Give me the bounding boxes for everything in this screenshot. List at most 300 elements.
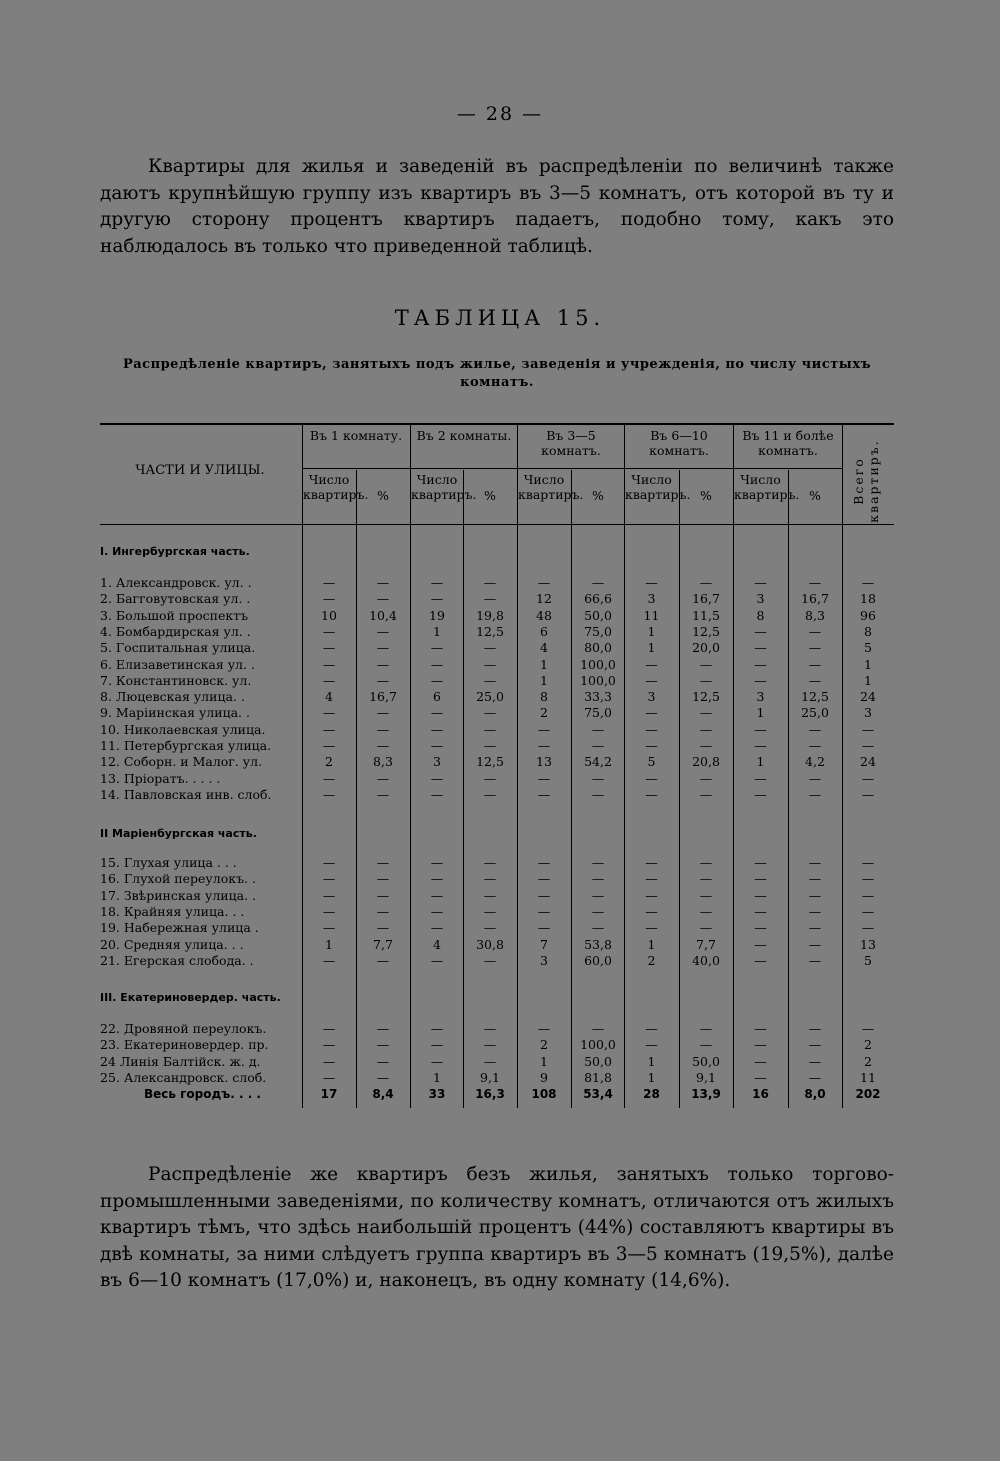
table-cell: — bbox=[322, 903, 336, 919]
header-group-2: Въ 2 комнаты. bbox=[416, 428, 512, 443]
table-cell: — bbox=[808, 920, 822, 936]
table-cell: — bbox=[699, 920, 713, 936]
table-cell: — bbox=[430, 1021, 444, 1036]
table-cell: 1 bbox=[540, 672, 548, 688]
table-cell: 19,8 bbox=[476, 607, 504, 623]
table-cell: — bbox=[645, 721, 658, 737]
table-cell: 2 bbox=[540, 1037, 548, 1053]
table-cell: 10,4 bbox=[369, 607, 397, 623]
table-cell: — bbox=[754, 855, 767, 870]
table-cell: — bbox=[537, 738, 551, 753]
table-cell: 16,7 bbox=[369, 689, 397, 705]
table-cell: — bbox=[699, 705, 713, 721]
table-cell: — bbox=[754, 920, 767, 936]
street-name: 5. Госпитальная улица. bbox=[100, 640, 256, 656]
table-cell: 1 bbox=[433, 623, 441, 639]
table-cell: 75,0 bbox=[584, 705, 612, 721]
street-name: 21. Егерская слобода. . bbox=[100, 952, 254, 968]
table-cell: — bbox=[699, 1037, 713, 1053]
total-row bbox=[100, 1086, 894, 1102]
table-cell: — bbox=[322, 656, 336, 672]
table-cell: — bbox=[376, 786, 390, 802]
header-pct: % bbox=[592, 488, 604, 503]
header-pct: % bbox=[484, 488, 496, 503]
table-cell: 7,7 bbox=[696, 936, 716, 952]
table-cell: — bbox=[537, 1021, 551, 1036]
table-cell: 3 bbox=[540, 952, 548, 968]
table-cell: — bbox=[699, 855, 713, 870]
table-cell: — bbox=[808, 952, 822, 968]
table-cell: — bbox=[322, 640, 336, 656]
table-cell: 3 bbox=[756, 591, 765, 607]
table-row bbox=[100, 608, 894, 624]
group-rule bbox=[302, 468, 842, 469]
header-count: Число квартиръ. bbox=[303, 472, 369, 502]
table-cell: — bbox=[430, 770, 444, 786]
table-cell: — bbox=[808, 575, 822, 590]
table-cell: 54,2 bbox=[584, 754, 612, 770]
table-cell: 16,7 bbox=[801, 591, 829, 607]
table-cell: — bbox=[322, 855, 336, 870]
table-cell: — bbox=[591, 887, 605, 903]
header-pct: % bbox=[809, 488, 821, 503]
table-cell: — bbox=[591, 786, 605, 802]
table-cell: — bbox=[537, 855, 551, 870]
table-cell: — bbox=[808, 640, 822, 656]
table-cell: — bbox=[645, 656, 658, 672]
table-row bbox=[100, 771, 894, 787]
table-cell: — bbox=[808, 855, 822, 870]
table-row bbox=[100, 787, 894, 803]
table-cell: 16 bbox=[752, 1087, 769, 1101]
table-cell: — bbox=[537, 871, 551, 887]
table-cell: — bbox=[376, 705, 390, 721]
table-cell: — bbox=[483, 1037, 497, 1053]
table-cell: — bbox=[699, 903, 713, 919]
table-cell: — bbox=[322, 871, 336, 887]
table-cell: — bbox=[322, 1021, 336, 1036]
table-cell: 1 bbox=[540, 656, 548, 672]
table-cell: 11 bbox=[860, 1069, 876, 1085]
table-cell: 10 bbox=[321, 607, 337, 623]
table-cell: 9,1 bbox=[480, 1069, 500, 1085]
table-cell: — bbox=[322, 920, 336, 936]
table-cell: — bbox=[322, 623, 336, 639]
table-cell: 1 bbox=[647, 936, 656, 952]
table-cell: — bbox=[861, 575, 875, 590]
table-cell: — bbox=[645, 855, 658, 870]
table-cell: 12,5 bbox=[692, 623, 720, 639]
street-name: Весь городъ. . . . bbox=[144, 1087, 261, 1101]
table-cell: — bbox=[376, 656, 390, 672]
table-cell: — bbox=[645, 770, 658, 786]
table-cell: — bbox=[483, 721, 497, 737]
table-cell: — bbox=[754, 952, 767, 968]
closing-paragraph: Распредѣленіе же квартиръ безъ жилья, занятыхъ только торгово-промышленными заведеніями, по количеству комнатъ, отличаются отъ жилыхъ квартиръ тѣмъ, что здѣсь наибольшій процентъ (44%) составляютъ квартиры въ двѣ комнаты, за ними слѣдуетъ группа квартиръ въ 3—5 комнатъ (19,5%), далѣе въ 6—10 комнатъ (17,0%) и, наконецъ, въ одну комнату (14,6%). bbox=[100, 1164, 894, 1291]
table-cell: — bbox=[754, 672, 767, 688]
table-cell: 16,7 bbox=[692, 591, 720, 607]
street-name: 16. Глухой переулокъ. . bbox=[100, 871, 256, 887]
table-cell: — bbox=[483, 786, 497, 802]
table-cell: — bbox=[699, 887, 713, 903]
table-cell: — bbox=[430, 1053, 444, 1069]
table-cell: 53,8 bbox=[584, 936, 612, 952]
table-cell: — bbox=[645, 903, 658, 919]
table-cell: 2 bbox=[864, 1037, 872, 1053]
table-cell: — bbox=[376, 738, 390, 753]
table-cell: — bbox=[591, 871, 605, 887]
table-cell: — bbox=[699, 871, 713, 887]
table-cell: — bbox=[376, 887, 390, 903]
table-cell: — bbox=[430, 903, 444, 919]
table-cell: 20,0 bbox=[692, 640, 720, 656]
table-row bbox=[100, 754, 894, 770]
table-row bbox=[100, 937, 894, 953]
table-cell: — bbox=[322, 887, 336, 903]
table-cell: — bbox=[808, 1021, 822, 1036]
table-cell: — bbox=[645, 887, 658, 903]
table-cell: — bbox=[483, 640, 497, 656]
table-row bbox=[100, 640, 894, 656]
table-cell: — bbox=[754, 1037, 767, 1053]
table-cell: — bbox=[430, 738, 444, 753]
table-row bbox=[100, 871, 894, 887]
street-name: 17. Звѣринская улица. . bbox=[100, 887, 257, 903]
table-cell: 1 bbox=[864, 656, 872, 672]
table-cell: — bbox=[699, 770, 713, 786]
table-cell: 1 bbox=[756, 754, 765, 770]
table-cell: 75,0 bbox=[584, 623, 612, 639]
table-cell: — bbox=[537, 786, 551, 802]
table-cell: — bbox=[376, 952, 390, 968]
table-cell: — bbox=[430, 672, 444, 688]
table-row bbox=[100, 705, 894, 721]
table-row bbox=[100, 722, 894, 738]
table-cell: — bbox=[699, 738, 713, 753]
table-cell: 33,3 bbox=[584, 689, 612, 705]
table-cell: — bbox=[483, 871, 497, 887]
header-total: Всего квартиръ. bbox=[851, 439, 881, 523]
table-cell: — bbox=[861, 770, 875, 786]
table-cell: 25,0 bbox=[801, 705, 829, 721]
header-count: Число квартиръ. bbox=[625, 472, 691, 502]
section-heading: II Маріенбургская часть. bbox=[100, 827, 257, 840]
table-cell: — bbox=[808, 1037, 822, 1053]
table-cell: — bbox=[754, 903, 767, 919]
street-name: 1. Александровск. ул. . bbox=[100, 575, 252, 590]
table-cell: — bbox=[591, 920, 605, 936]
table-row bbox=[100, 1037, 894, 1053]
table-cell: — bbox=[376, 770, 390, 786]
table-row bbox=[100, 1070, 894, 1086]
table-cell: — bbox=[645, 786, 658, 802]
street-name: 7. Константиновск. ул. bbox=[100, 672, 252, 688]
table-cell: — bbox=[483, 920, 497, 936]
table-cell: 3 bbox=[647, 689, 656, 705]
table-cell: 24 bbox=[860, 689, 876, 705]
table-cell: — bbox=[430, 855, 444, 870]
header-pct: % bbox=[700, 488, 712, 503]
table-cell: — bbox=[754, 623, 767, 639]
table-cell: — bbox=[483, 1053, 497, 1069]
street-name: 8. Люцевская улица. . bbox=[100, 689, 245, 705]
table-cell: 4 bbox=[325, 689, 333, 705]
table-cell: — bbox=[322, 705, 336, 721]
table-row bbox=[100, 1021, 894, 1037]
street-name: 25. Александровск. слоб. bbox=[100, 1069, 267, 1085]
table-cell: — bbox=[376, 1069, 390, 1085]
table-cell: — bbox=[861, 887, 875, 903]
table-cell: — bbox=[483, 770, 497, 786]
street-name: 19. Набережная улица . bbox=[100, 920, 259, 936]
table-cell: — bbox=[376, 1037, 390, 1053]
table-cell: — bbox=[376, 903, 390, 919]
table-cell: — bbox=[483, 575, 497, 590]
table-cell: — bbox=[376, 640, 390, 656]
table-cell: — bbox=[376, 871, 390, 887]
table-cell: 13,9 bbox=[691, 1087, 721, 1101]
table-cell: 13 bbox=[860, 936, 876, 952]
table-cell: 108 bbox=[531, 1087, 557, 1101]
table-cell: — bbox=[483, 705, 497, 721]
table-cell: — bbox=[483, 952, 497, 968]
table-cell: 2 bbox=[540, 705, 548, 721]
table-cell: — bbox=[861, 1021, 875, 1036]
table-cell: 25,0 bbox=[476, 689, 504, 705]
table-cell: — bbox=[483, 591, 497, 607]
table-cell: — bbox=[754, 770, 767, 786]
table-cell: 50,0 bbox=[692, 1053, 720, 1069]
table-cell: 8,4 bbox=[372, 1087, 394, 1101]
table-cell: — bbox=[591, 855, 605, 870]
table-cell: 8,3 bbox=[805, 607, 825, 623]
table-cell: 1 bbox=[647, 1069, 656, 1085]
table-cell: — bbox=[861, 920, 875, 936]
table-cell: 53,4 bbox=[583, 1087, 613, 1101]
table-cell: — bbox=[808, 871, 822, 887]
table-cell: 5 bbox=[647, 754, 656, 770]
table-cell: 8 bbox=[864, 623, 872, 639]
table-cell: 8,3 bbox=[373, 754, 393, 770]
table-cell: — bbox=[861, 903, 875, 919]
table-cell: 28 bbox=[643, 1087, 660, 1101]
table-cell: — bbox=[376, 721, 390, 737]
table-cell: — bbox=[591, 1021, 605, 1036]
table-cell: — bbox=[699, 1021, 713, 1036]
table-row bbox=[100, 673, 894, 689]
table-cell: 8 bbox=[756, 607, 765, 623]
table-cell: 16,3 bbox=[475, 1087, 505, 1101]
table-cell: — bbox=[537, 721, 551, 737]
table-cell: — bbox=[430, 1037, 444, 1053]
table-cell: — bbox=[808, 721, 822, 737]
table-cell: 6 bbox=[540, 623, 548, 639]
header-parts: ЧАСТИ И УЛИЦЫ. bbox=[135, 463, 265, 478]
table-cell: — bbox=[376, 623, 390, 639]
table-cell: — bbox=[322, 575, 336, 590]
table-cell: 12,5 bbox=[801, 689, 829, 705]
table-cell: 9 bbox=[540, 1069, 548, 1085]
table-cell: 202 bbox=[855, 1087, 881, 1101]
table-cell: 1 bbox=[756, 705, 765, 721]
table-cell: 50,0 bbox=[584, 607, 612, 623]
table-row bbox=[100, 888, 894, 904]
table-cell: — bbox=[483, 1021, 497, 1036]
table-cell: 24 bbox=[860, 754, 876, 770]
table-cell: 19 bbox=[429, 607, 445, 623]
table-cell: — bbox=[537, 575, 551, 590]
table-cell: — bbox=[430, 721, 444, 737]
street-name: 3. Большой проспектъ bbox=[100, 607, 249, 623]
table-cell: — bbox=[322, 1069, 336, 1085]
table-row bbox=[100, 575, 894, 591]
street-name: 14. Павловская инв. слоб. bbox=[100, 786, 272, 802]
table-cell: 17 bbox=[320, 1087, 338, 1101]
table-cell: 9,1 bbox=[696, 1069, 716, 1085]
table-cell: 6 bbox=[433, 689, 441, 705]
table-row bbox=[100, 591, 894, 607]
table-cell: — bbox=[808, 1069, 822, 1085]
table-cell: — bbox=[754, 738, 767, 753]
header-group-3: Въ 3—5 комнатъ. bbox=[541, 428, 601, 458]
table-cell: 12 bbox=[536, 591, 552, 607]
section-heading: III. Екатериновердер. часть. bbox=[100, 991, 281, 1004]
table-cell: — bbox=[808, 887, 822, 903]
table-cell: — bbox=[430, 887, 444, 903]
table-cell: 12,5 bbox=[476, 754, 504, 770]
table-cell: — bbox=[537, 887, 551, 903]
table-cell: — bbox=[376, 920, 390, 936]
table-cell: 50,0 bbox=[584, 1053, 612, 1069]
header-group-4: Въ 6—10 комнатъ. bbox=[649, 428, 709, 458]
table-cell: — bbox=[591, 903, 605, 919]
table-title: ТАБЛИЦА 15. bbox=[394, 306, 606, 330]
table-cell: 3 bbox=[433, 754, 441, 770]
table-cell: — bbox=[430, 786, 444, 802]
table-cell: 4 bbox=[540, 640, 548, 656]
table-cell: 60,0 bbox=[584, 952, 612, 968]
table-cell: — bbox=[322, 1053, 336, 1069]
table-cell: — bbox=[430, 656, 444, 672]
table-cell: 7 bbox=[540, 936, 548, 952]
table-row bbox=[100, 657, 894, 673]
table-cell: — bbox=[645, 920, 658, 936]
table-cell: — bbox=[376, 575, 390, 590]
table-cell: — bbox=[754, 656, 767, 672]
table-cell: — bbox=[591, 721, 605, 737]
street-name: 12. Соборн. и Малог. ул. bbox=[100, 754, 263, 770]
table-row bbox=[100, 953, 894, 969]
table-cell: — bbox=[322, 952, 336, 968]
table-cell: — bbox=[699, 721, 713, 737]
street-name: 20. Средняя улица. . . bbox=[100, 936, 244, 952]
street-name: 6. Елизаветинская ул. . bbox=[100, 656, 255, 672]
street-name: 9. Маріинская улица. . bbox=[100, 705, 250, 721]
table-cell: — bbox=[861, 786, 875, 802]
table-cell: — bbox=[376, 591, 390, 607]
table-cell: 18 bbox=[860, 591, 876, 607]
table-cell: 3 bbox=[756, 689, 765, 705]
table-cell: — bbox=[808, 738, 822, 753]
table-cell: 1 bbox=[647, 623, 656, 639]
table-subtitle: Распредѣленіе квартиръ, занятыхъ подъ жилье, заведенія и учрежденія, по числу чистыхъ комнатъ. bbox=[122, 357, 872, 390]
table-cell: — bbox=[861, 738, 875, 753]
header-group-5: Въ 11 и болѣе комнатъ. bbox=[742, 428, 834, 458]
table-cell: — bbox=[322, 770, 336, 786]
table-cell: — bbox=[537, 903, 551, 919]
page-number: — 28 — bbox=[456, 103, 544, 125]
table-cell: — bbox=[808, 1053, 822, 1069]
table-cell: 12,5 bbox=[692, 689, 720, 705]
street-name: 11. Петербургская улица. bbox=[100, 738, 272, 753]
table-cell: — bbox=[483, 903, 497, 919]
table-cell: 20,8 bbox=[692, 754, 720, 770]
table-cell: — bbox=[322, 738, 336, 753]
header-bottom-rule bbox=[100, 524, 894, 525]
table-cell: — bbox=[699, 672, 713, 688]
table-cell: — bbox=[483, 656, 497, 672]
table-cell: — bbox=[483, 887, 497, 903]
table-cell: — bbox=[322, 721, 336, 737]
table-cell: 11,5 bbox=[692, 607, 720, 623]
table-cell: — bbox=[430, 952, 444, 968]
table-cell: 4 bbox=[433, 936, 441, 952]
table-top-rule bbox=[100, 423, 894, 425]
table-cell: — bbox=[754, 1069, 767, 1085]
table-cell: — bbox=[430, 591, 444, 607]
table-row bbox=[100, 1054, 894, 1070]
table-cell: — bbox=[645, 672, 658, 688]
table-cell: 5 bbox=[864, 640, 872, 656]
table-cell: 40,0 bbox=[692, 952, 720, 968]
table-cell: 1 bbox=[864, 672, 872, 688]
table-cell: — bbox=[483, 672, 497, 688]
table-cell: — bbox=[376, 855, 390, 870]
street-name: 15. Глухая улица . . . bbox=[100, 855, 237, 870]
table-cell: — bbox=[322, 1037, 336, 1053]
table-cell: 4,2 bbox=[805, 754, 825, 770]
intro-paragraph: Квартиры для жилья и заведеній въ распредѣленіи по величинѣ также даютъ крупнѣйшую группу изъ квартиръ въ 3—5 комнатъ, отъ которой въ ту и другую сторону процентъ квартиръ падаетъ, подобно тому, какъ это наблюдалось въ только что приведенной таблицѣ. bbox=[100, 156, 894, 257]
table-cell: — bbox=[430, 640, 444, 656]
street-name: 22. Дровяной переулокъ. bbox=[100, 1021, 267, 1036]
table-cell: — bbox=[537, 770, 551, 786]
table-cell: — bbox=[754, 721, 767, 737]
table-cell: 3 bbox=[647, 591, 656, 607]
table-cell: — bbox=[861, 721, 875, 737]
header-count: Число квартиръ. bbox=[411, 472, 477, 502]
table-cell: 13 bbox=[536, 754, 552, 770]
table-cell: 2 bbox=[864, 1053, 872, 1069]
table-cell: — bbox=[808, 770, 822, 786]
table-row bbox=[100, 689, 894, 705]
table-cell: — bbox=[808, 786, 822, 802]
table-cell: — bbox=[483, 738, 497, 753]
table-cell: — bbox=[754, 640, 767, 656]
table-cell: — bbox=[537, 920, 551, 936]
table-cell: — bbox=[645, 1037, 658, 1053]
table-cell: 30,8 bbox=[476, 936, 504, 952]
table-cell: — bbox=[754, 1021, 767, 1036]
table-cell: 48 bbox=[536, 607, 552, 623]
table-cell: 100,0 bbox=[580, 672, 616, 688]
table-cell: — bbox=[754, 887, 767, 903]
table-cell: — bbox=[808, 672, 822, 688]
table-cell: — bbox=[808, 903, 822, 919]
table-cell: — bbox=[322, 591, 336, 607]
table-cell: 1 bbox=[647, 1053, 656, 1069]
table-cell: — bbox=[861, 871, 875, 887]
table-cell: — bbox=[591, 575, 605, 590]
